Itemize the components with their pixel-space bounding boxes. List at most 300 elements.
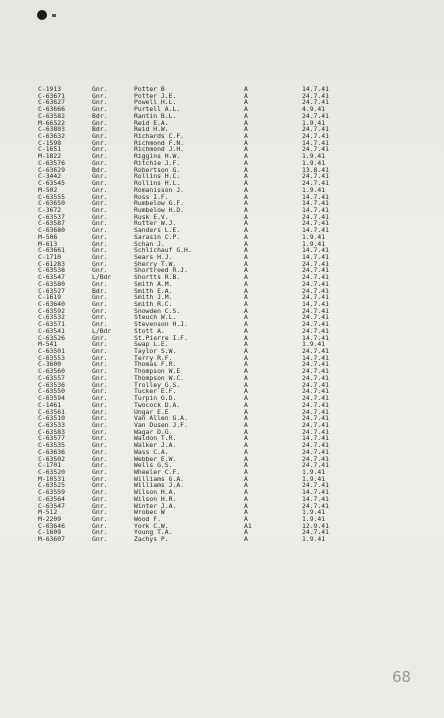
rank: Gnr.: [92, 414, 108, 423]
list-item: [38, 536, 398, 543]
date: 24.7.41: [302, 400, 329, 409]
rank: Gnr.: [92, 300, 108, 308]
name: Thompson W.E: [134, 367, 181, 376]
code: A: [244, 447, 248, 456]
date: 24.7.41: [302, 172, 329, 181]
rank: Gnr.: [92, 252, 108, 261]
service-number: C-63526: [38, 333, 65, 342]
date: 24.7.41: [302, 293, 329, 302]
name: Shortts R.B.: [134, 273, 181, 282]
rank: Gnr.: [92, 360, 108, 369]
punch-hole-mark: [52, 14, 56, 17]
service-number: C-3442: [38, 172, 62, 181]
service-number: C-63547: [38, 273, 65, 282]
service-number: M-502: [38, 185, 58, 194]
name: Schlichauf G.H.: [134, 246, 192, 255]
service-number: C-63535: [38, 441, 65, 450]
date: 14.7.41: [302, 300, 329, 308]
service-number: C-63582: [38, 111, 65, 120]
date: 14.7.41: [302, 488, 329, 497]
name: Taylor S.W.: [134, 347, 177, 356]
code: A: [244, 347, 248, 356]
code: A: [244, 185, 248, 194]
code: A: [244, 434, 248, 443]
service-number: C-63580: [38, 279, 65, 288]
code: A: [244, 158, 248, 167]
code: A: [244, 306, 248, 315]
code: A: [244, 286, 248, 295]
name: Sherry T.W.: [134, 259, 177, 268]
name: Richmond F.N.: [134, 138, 185, 147]
service-number: C-1609: [38, 528, 62, 537]
service-number: C-1619: [38, 293, 62, 302]
name: Van Allen G.A.: [134, 414, 188, 423]
service-number: C-63525: [38, 481, 65, 490]
rank: Gnr.: [92, 158, 108, 167]
name: Tucker E.F.: [134, 387, 177, 396]
service-number: C-63583: [38, 427, 65, 436]
code: A: [244, 165, 248, 174]
name: Schan J.: [134, 239, 165, 248]
name: Steuch W.L.: [134, 313, 177, 322]
service-number: M-66522: [38, 118, 65, 127]
code: A: [244, 494, 248, 503]
name: Purtell A.L.: [134, 105, 181, 114]
rank: Gnr.: [92, 246, 108, 255]
rank: Gnr.: [92, 441, 108, 450]
service-number: C-63510: [38, 414, 65, 423]
name: Stevenson H.J.: [134, 320, 188, 329]
rank: Gnr.: [92, 515, 108, 523]
name: Powell H.L.: [134, 98, 177, 107]
code: A: [244, 420, 248, 429]
code: A: [244, 333, 248, 342]
rank: Gnr.: [92, 353, 108, 362]
name: Stott A.: [134, 326, 165, 335]
rank: Gnr.: [92, 380, 108, 389]
code: A: [244, 467, 248, 476]
rank: Gnr.: [92, 105, 108, 114]
date: 24.7.41: [302, 420, 329, 429]
date: 14.7.41: [302, 434, 329, 443]
rank: Gnr.: [92, 394, 108, 403]
service-number: C-63553: [38, 353, 65, 362]
service-number: M-1822: [38, 152, 62, 161]
name: Richards C.F.: [134, 132, 185, 141]
code: A: [244, 474, 248, 483]
name: Richmond J.H.: [134, 145, 185, 154]
rank: Gnr.: [92, 219, 108, 228]
date: 1.9.41: [302, 118, 326, 127]
code: A: [244, 407, 248, 416]
code: A: [244, 414, 248, 423]
service-number: C-63661: [38, 246, 65, 255]
code: A: [244, 192, 248, 201]
service-number: C-63571: [38, 320, 65, 329]
rank: Gnr.: [92, 528, 108, 537]
date: 1.9.41: [302, 474, 326, 483]
service-number: M-613: [38, 239, 58, 248]
date: 24.7.41: [302, 394, 329, 403]
date: 24.7.41: [302, 306, 329, 315]
code: A: [244, 387, 248, 396]
service-number: C-63636: [38, 447, 65, 456]
rank: Gnr.: [92, 226, 108, 235]
date: 24.7.41: [302, 380, 329, 389]
name: Riggins H.W.: [134, 152, 181, 161]
rank: Gnr.: [92, 387, 108, 396]
code: A: [244, 98, 248, 107]
name: Wheeler C.F.: [134, 467, 181, 476]
date: 24.7.41: [302, 98, 329, 107]
rank: Gnr.: [92, 179, 108, 188]
service-number: C-63646: [38, 521, 65, 530]
date: 24.7.41: [302, 145, 329, 154]
service-number: C-63550: [38, 387, 65, 396]
page-number: 68: [392, 668, 412, 686]
code: A: [244, 138, 248, 147]
date: 24.7.41: [302, 528, 329, 537]
code: A: [244, 394, 248, 403]
service-number: M-2209: [38, 515, 62, 523]
rank: Gnr.: [92, 313, 108, 322]
date: 14.7.41: [302, 246, 329, 255]
rank: Gnr.: [92, 447, 108, 456]
rank: Gnr.: [92, 340, 108, 349]
name: Robertson G.: [134, 165, 181, 174]
date: 24.7.41: [302, 501, 329, 510]
service-number: C-63632: [38, 132, 65, 141]
code: A: [244, 212, 248, 221]
date: 1.9.41: [302, 340, 326, 349]
rank: Gnr.: [92, 172, 108, 181]
service-number: C-63555: [38, 192, 65, 201]
name: Twocock D.A.: [134, 400, 181, 409]
name: Rumbelow H.D.: [134, 205, 185, 214]
date: 24.7.41: [302, 447, 329, 456]
service-number: C-1598: [38, 138, 62, 147]
date: 14.7.41: [302, 199, 329, 208]
rank: Gnr.: [92, 118, 108, 127]
code: A: [244, 205, 248, 214]
service-number: C-63537: [38, 212, 65, 221]
rank: Gnr.: [92, 205, 108, 214]
rank: Gnr.: [92, 138, 108, 147]
date: 24.7.41: [302, 259, 329, 268]
name: Turpin G.D.: [134, 394, 177, 403]
name: Thomas F.R.: [134, 360, 177, 369]
service-number: C-63671: [38, 91, 65, 100]
code: A: [244, 320, 248, 329]
name: St.Pierre I.F.: [134, 333, 188, 342]
code: A: [244, 373, 248, 382]
name: Thompson W.C.: [134, 373, 185, 382]
service-number: C-63557: [38, 373, 65, 382]
service-number: C-63587: [38, 219, 65, 228]
service-number: C-63545: [38, 179, 65, 188]
name: Rusk E.V.: [134, 212, 169, 221]
code: A: [244, 454, 248, 463]
rank: Gnr.: [92, 266, 108, 275]
rank: Gnr.: [92, 407, 108, 416]
name: Swap L.E.: [134, 340, 169, 349]
date: 24.7.41: [302, 387, 329, 396]
name: Rumbelow G.F.: [134, 199, 185, 208]
date: 24.7.41: [302, 212, 329, 221]
code: A: [244, 441, 248, 450]
service-number: C-1701: [38, 461, 62, 470]
code: A: [244, 172, 248, 181]
service-number: C-63594: [38, 394, 65, 403]
name: Ungar E.E: [134, 407, 169, 416]
code: A: [244, 118, 248, 127]
service-number: C-63803: [38, 125, 65, 134]
date: 14.7.41: [302, 138, 329, 147]
date: 1.9.41: [302, 239, 326, 248]
code: A: [244, 326, 248, 335]
rank: Bdr.: [92, 125, 108, 134]
rank: Gnr.: [92, 212, 108, 221]
code: A: [244, 232, 248, 241]
code: A: [244, 125, 248, 134]
name: Wood F.: [134, 515, 161, 523]
rank: Gnr.: [92, 494, 108, 503]
service-number: C-1461: [38, 400, 62, 409]
service-number: C-63527: [38, 286, 65, 295]
service-number: C-63576: [38, 158, 65, 167]
date: 14.7.41: [302, 85, 329, 93]
code: A: [244, 105, 248, 114]
service-number: M-541: [38, 340, 58, 349]
name: Young T.A.: [134, 528, 173, 537]
date: 24.7.41: [302, 279, 329, 288]
name: Walker J.A.: [134, 441, 177, 450]
name: Wilson H.A.: [134, 488, 177, 497]
code: A: [244, 400, 248, 409]
rank: L/Bdr: [92, 273, 112, 282]
date: 14.7.41: [302, 353, 329, 362]
service-number: C-63532: [38, 313, 65, 322]
code: A: [244, 461, 248, 470]
rank: Bdr.: [92, 111, 108, 120]
code: A: [244, 145, 248, 154]
date: 24.7.41: [302, 481, 329, 490]
name: York C.W.: [134, 521, 169, 530]
service-number: C-1913: [38, 85, 62, 93]
service-number: C-63520: [38, 467, 65, 476]
service-number: M-506: [38, 232, 58, 241]
code: A: [244, 340, 248, 349]
service-number: M-10531: [38, 474, 65, 483]
code: A: [244, 481, 248, 490]
rank: Gnr.: [92, 185, 108, 194]
service-number: C-63547: [38, 501, 65, 510]
code: A: [244, 219, 248, 228]
rank: Bdr.: [92, 286, 108, 295]
name: Rutter W.J.: [134, 219, 177, 228]
rank: Gnr.: [92, 333, 108, 342]
date: 1.9.41: [302, 467, 326, 476]
date: 14.7.41: [302, 494, 329, 503]
service-number: C-63640: [38, 300, 65, 308]
name: Ross I.F.: [134, 192, 169, 201]
code: A: [244, 259, 248, 268]
date: 1.9.41: [302, 152, 326, 161]
name: Reid H.W.: [134, 125, 169, 134]
date: 24.7.41: [302, 273, 329, 282]
code: A: [244, 528, 248, 537]
service-number: C-63533: [38, 420, 65, 429]
date: 14.7.41: [302, 252, 329, 261]
rank: Gnr.: [92, 293, 108, 302]
rank: Gnr.: [92, 400, 108, 409]
name: Zachys P.: [134, 535, 169, 544]
code: A: [244, 427, 248, 436]
rank: Gnr.: [92, 373, 108, 382]
service-number: C-63536: [38, 380, 65, 389]
code: A: [244, 85, 248, 93]
name: Webber E.W.: [134, 454, 177, 463]
code: A: [244, 515, 248, 523]
rank: Gnr.: [92, 232, 108, 241]
code: A: [244, 367, 248, 376]
date: 24.7.41: [302, 441, 329, 450]
service-number: C-63541: [38, 326, 65, 335]
name: Wrobec W: [134, 508, 165, 517]
name: Smith E.A.: [134, 286, 173, 295]
date: 1.9.41: [302, 535, 326, 544]
code: A: [244, 252, 248, 261]
service-number: C-3672: [38, 205, 62, 214]
code: A: [244, 199, 248, 208]
date: 13.8.41: [302, 165, 329, 174]
service-number: C-63577: [38, 434, 65, 443]
name: Ritchie J.F.: [134, 158, 181, 167]
service-number: M-512: [38, 508, 58, 517]
rank: Gnr.: [92, 521, 108, 530]
name: Wells G.S.: [134, 461, 173, 470]
date: 24.7.41: [302, 407, 329, 416]
service-number: C-63560: [38, 367, 65, 376]
name: Rollins H.C.: [134, 172, 181, 181]
code: A1: [244, 521, 252, 530]
service-number: C-63666: [38, 105, 65, 114]
date: 14.7.41: [302, 205, 329, 214]
name: Trolley G.S.: [134, 380, 181, 389]
name: Van Dusen J.F.: [134, 420, 188, 429]
service-number: C-3600: [38, 360, 62, 369]
rank: Gnr.: [92, 467, 108, 476]
rank: Gnr.: [92, 474, 108, 483]
service-number: C-63501: [38, 347, 65, 356]
code: A: [244, 179, 248, 188]
code: A: [244, 273, 248, 282]
date: 14.7.41: [302, 333, 329, 342]
date: 12.9.41: [302, 521, 329, 530]
date: 14.7.41: [302, 226, 329, 235]
date: 24.7.41: [302, 219, 329, 228]
name: Romanisson J.: [134, 185, 185, 194]
date: 24.7.41: [302, 367, 329, 376]
rank: Gnr.: [92, 501, 108, 510]
name: Rantin B.L.: [134, 111, 177, 120]
date: 1.9.41: [302, 185, 326, 194]
date: 24.7.41: [302, 373, 329, 382]
personnel-list: [38, 86, 398, 543]
name: Sears H.J.: [134, 252, 173, 261]
name: Potter J.E.: [134, 91, 177, 100]
code: A: [244, 293, 248, 302]
rank: Gnr.: [92, 367, 108, 376]
rank: Gnr.: [92, 259, 108, 268]
rank: Gnr.: [92, 427, 108, 436]
code: A: [244, 239, 248, 248]
service-number: C-63627: [38, 98, 65, 107]
service-number: C-1710: [38, 252, 62, 261]
date: 24.7.41: [302, 454, 329, 463]
name: Reid E.A.: [134, 118, 169, 127]
rank: Gnr.: [92, 320, 108, 329]
rank: Gnr.: [92, 192, 108, 201]
code: A: [244, 380, 248, 389]
rank: Gnr.: [92, 199, 108, 208]
name: Winter J.A.: [134, 501, 177, 510]
date: 1.9.41: [302, 232, 326, 241]
rank: Gnr.: [92, 85, 108, 93]
name: Sarasin C.P.: [134, 232, 181, 241]
name: Terry R.F.: [134, 353, 173, 362]
name: Sanders L.E.: [134, 226, 181, 235]
code: A: [244, 246, 248, 255]
date: 24.7.41: [302, 179, 329, 188]
rank: Gnr.: [92, 434, 108, 443]
service-number: C-63680: [38, 226, 65, 235]
date: 4.9.41: [302, 105, 326, 114]
date: 24.7.41: [302, 320, 329, 329]
date: 24.7.41: [302, 414, 329, 423]
rank: Gnr.: [92, 152, 108, 161]
date: 14.7.41: [302, 192, 329, 201]
rank: Gnr.: [92, 488, 108, 497]
name: Wilson H.R.: [134, 494, 177, 503]
punch-hole: [37, 10, 47, 20]
name: Smith R.C.: [134, 300, 173, 308]
rank: Gnr.: [92, 347, 108, 356]
name: Waldon T.R.: [134, 434, 177, 443]
name: Wass C.A.: [134, 447, 169, 456]
name: Smith J.M.: [134, 293, 173, 302]
code: A: [244, 152, 248, 161]
date: 1.9.41: [302, 508, 326, 517]
rank: Gnr.: [92, 535, 108, 544]
rank: Gnr.: [92, 145, 108, 154]
name: Wagar D.G.: [134, 427, 173, 436]
code: A: [244, 266, 248, 275]
service-number: C-61283: [38, 259, 65, 268]
date: 1.9.41: [302, 515, 326, 523]
date: 24.7.41: [302, 266, 329, 275]
code: A: [244, 360, 248, 369]
date: 24.7.41: [302, 427, 329, 436]
code: A: [244, 488, 248, 497]
code: A: [244, 508, 248, 517]
code: A: [244, 132, 248, 141]
rank: Gnr.: [92, 132, 108, 141]
service-number: C-63564: [38, 494, 65, 503]
code: A: [244, 111, 248, 120]
rank: Gnr.: [92, 481, 108, 490]
date: 24.7.41: [302, 111, 329, 120]
